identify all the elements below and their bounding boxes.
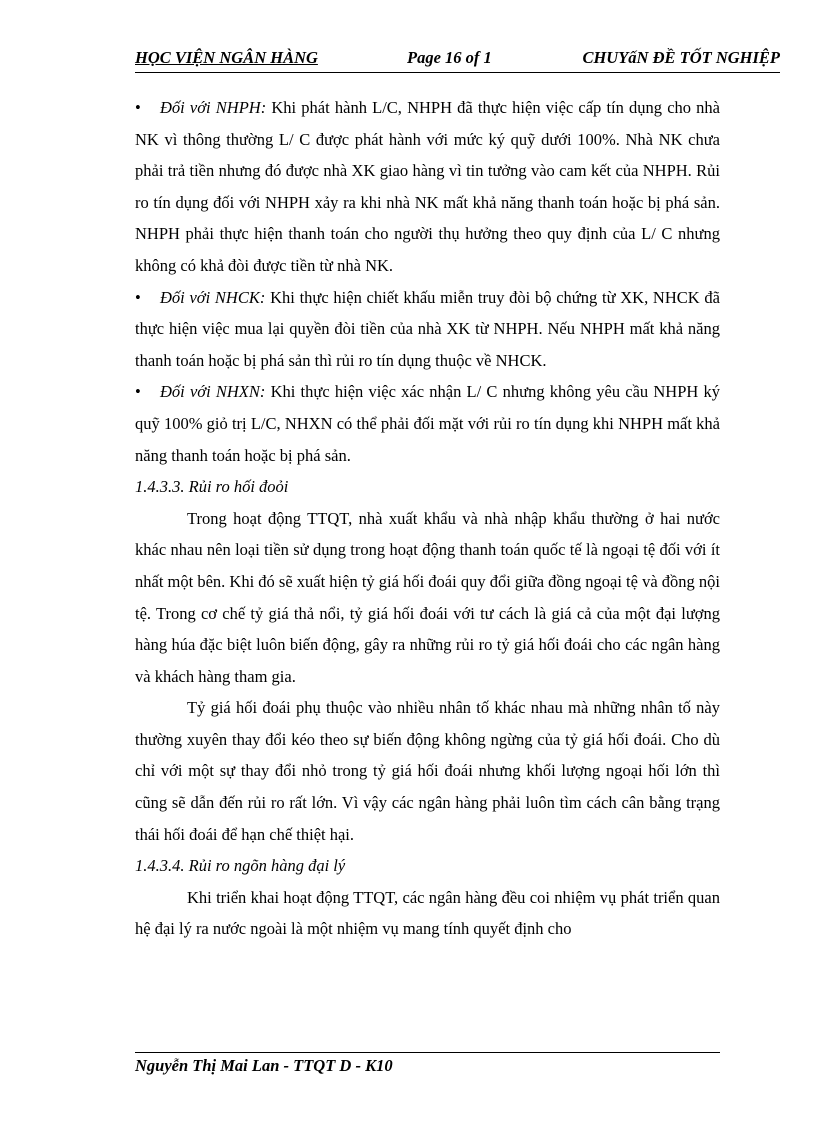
section-heading: 1.4.3.4. Rủi ro ngõn hàng đại lý	[135, 856, 346, 876]
footer-divider	[135, 1052, 720, 1053]
bullet-icon: •	[135, 98, 141, 117]
bullet-paragraph	[135, 376, 720, 471]
body-paragraph: Trong hoạt động TTQT, nhà xuất khẩu và nhà nhập khẩu thường ở hai nước khác nhau nên loại tiền sử dụng trong hoạt động thanh toán quốc tế là ngoại tệ đối với ít nhất một bên. Khi đó sẽ xuất hiện tỷ giá hối đoái quy đổi giữa đồng ngoại tệ và đồng nội tệ. Trong cơ chế tỷ giá thả nổi, tỷ giá hối đoái với tư cách là giá cả của một đại lượng hàng húa đặc biệt luôn biến động, gây ra những rủi ro tỷ giá hối đoái cho các ngân hàng và khách hàng tham gia.	[135, 508, 720, 686]
document-body	[135, 92, 720, 945]
bullet-text: Khi phát hành L/C, NHPH đã thực hiện việc cấp tín dụng cho nhà NK vì thông thường L/ C được phát hành với mức ký quỹ dưới 100%. Nhà NK chưa phải trả tiền nhưng đó được nhà XK giao hàng vì tin tưởng vào cam kết của NHPH. Rủi ro tín dụng đối với NHPH xảy ra khi nhà NK mất khả năng thanh toán hoặc bị phá sản. NHPH phải thực hiện thanh toán cho người thụ hưởng theo quy định của L/ C nhưng không có khả đòi được tiền từ nhà NK.	[135, 98, 721, 275]
body-paragraph: Khi triển khai hoạt động TTQT, các ngân hàng đều coi nhiệm vụ phát triển quan hệ đại lý ra nước ngoài là một nhiệm vụ mang tính quyết định cho	[135, 887, 720, 939]
bullet-lead: Đối với NHPH:	[160, 98, 267, 117]
footer-author: Nguyễn Thị Mai Lan - TTQT D - K10	[135, 1056, 393, 1075]
bullet-paragraph	[135, 282, 720, 377]
bullet-text: Khi thực hiện chiết khấu miễn truy đòi bộ chứng từ XK, NHCK đã thực hiện việc mua lại quyền đòi tiền của nhà XK từ NHPH. Nếu NHPH mất khả năng thanh toán hoặc bị phá sản thì rủi ro tín dụng thuộc về NHCK.	[135, 287, 720, 370]
page-header	[135, 48, 780, 72]
header-topic: CHUYấN ĐỀ TỐT NGHIỆP	[582, 48, 780, 67]
section-heading: 1.4.3.3. Rủi ro hối đoỏi	[135, 477, 289, 497]
bullet-icon: •	[135, 382, 141, 402]
bullet-text: Khi thực hiện việc xác nhận L/ C nhưng không yêu cầu NHPH ký quỹ 100% giỏ trị L/C, NHXN có thể phải đối mặt với rủi ro tín dụng khi NHPH mất khả năng thanh toán hoặc bị phá sản.	[135, 382, 721, 465]
bullet-lead: Đối với NHCK:	[160, 287, 266, 307]
header-page-number: Page 16 of 1	[407, 48, 492, 67]
header-divider	[135, 72, 780, 73]
bullet-lead: Đối với NHXN:	[160, 382, 266, 402]
header-institution: HỌC VIỆN NGÂN HÀNG	[135, 48, 318, 67]
bullet-icon: •	[135, 287, 141, 307]
bullet-paragraph	[135, 92, 720, 282]
body-paragraph: Tỷ giá hối đoái phụ thuộc vào nhiều nhân tố khác nhau mà những nhân tố này thường xuyên thay đổi kéo theo sự biến động không ngừng của tỷ giá hối đoái. Cho dù chỉ với một sự thay đổi nhỏ trong tỷ giá hối đoái nhưng khối lượng ngoại hối lớn thì cũng sẽ dẫn đến rủi ro rất lớn. Vì vậy các ngân hàng phải luôn tìm cách cân bằng trạng thái hối đoái để hạn chế thiệt hại.	[135, 698, 720, 844]
